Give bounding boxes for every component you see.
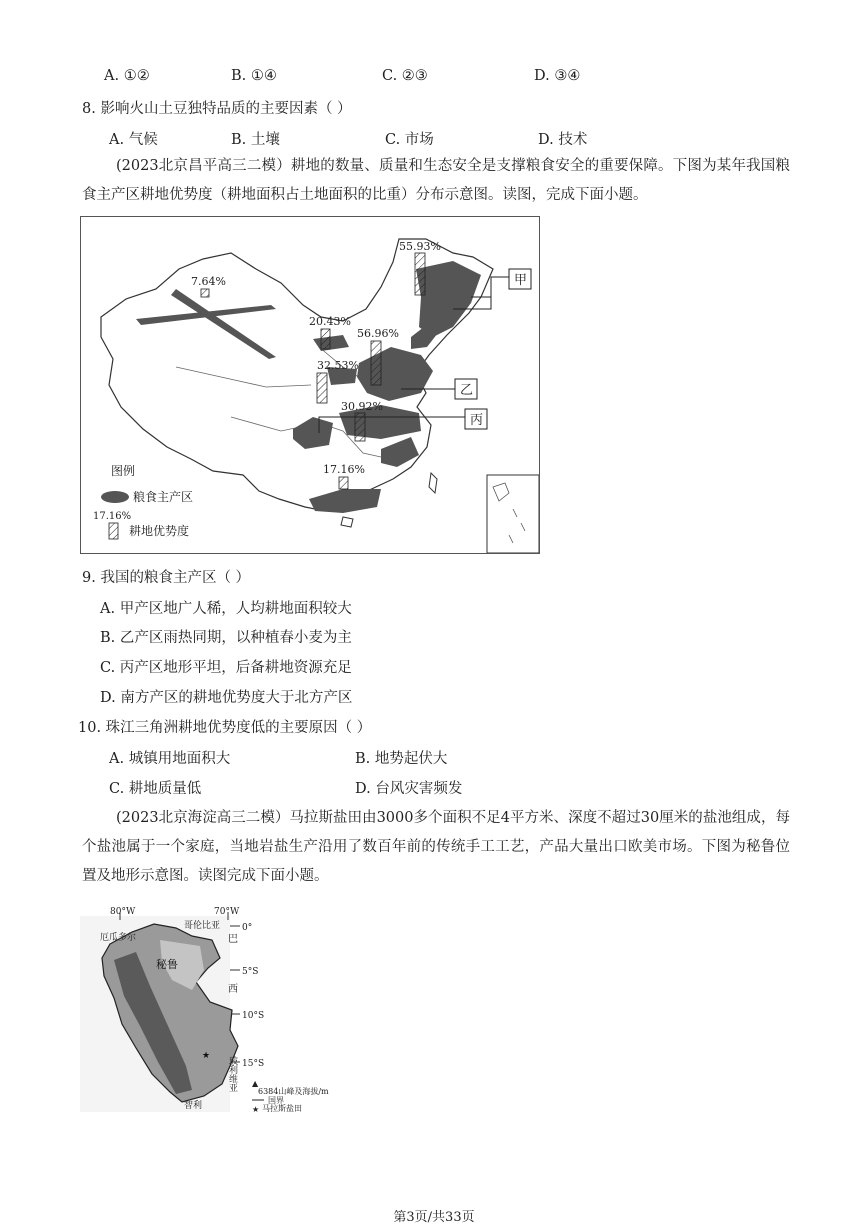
bar-20-43 bbox=[321, 329, 330, 349]
label-yi: 乙 bbox=[460, 383, 474, 398]
legend-pct-label: 17.16% bbox=[93, 511, 132, 522]
pct-label: 32.53% bbox=[317, 359, 359, 372]
q8-option-a: A. 气候 bbox=[109, 132, 158, 148]
legend-area-label: 粮食主产区 bbox=[133, 490, 194, 504]
q9-option-a: A. 甲产区地广人稀，人均耕地面积较大 bbox=[100, 601, 352, 617]
q8-option-c: C. 市场 bbox=[385, 132, 434, 148]
q10-stem: 10. 珠江三角洲耕地优势度低的主要原因（ ） bbox=[78, 720, 372, 736]
page-footer: 第3页/共33页 bbox=[393, 1210, 475, 1225]
bar-17-16 bbox=[339, 477, 348, 489]
legend-border: 国界 bbox=[268, 1096, 284, 1105]
label-bing: 丙 bbox=[470, 413, 484, 428]
bar-32-53 bbox=[317, 373, 327, 403]
q10-option-d: D. 台风灾害频发 bbox=[355, 781, 463, 797]
q7-option-d: D. ③④ bbox=[534, 68, 581, 84]
grain-area-xinjiang-2 bbox=[171, 289, 276, 359]
pct-label: 17.16% bbox=[323, 463, 365, 476]
country-chile: 智利 bbox=[184, 1101, 203, 1111]
grain-area-hetao bbox=[313, 335, 349, 351]
q9-option-c: C. 丙产区地形平坦，后备耕地资源充足 bbox=[100, 660, 352, 676]
lat-0: 0° bbox=[242, 923, 253, 933]
lat-10s: 10°S bbox=[242, 1011, 265, 1021]
bar-55-93 bbox=[415, 253, 425, 295]
q9-stem: 9. 我国的粮食主产区（ ） bbox=[82, 570, 251, 586]
country-colombia: 哥伦比亚 bbox=[184, 921, 221, 931]
grain-area-south bbox=[309, 489, 381, 513]
bar-7-64 bbox=[201, 289, 209, 297]
country-peru: 秘鲁 bbox=[156, 958, 178, 971]
pct-label: 55.93% bbox=[399, 240, 441, 253]
country-bolivia: 玻利维亚 bbox=[227, 1056, 237, 1092]
legend-salt: 马拉斯盐田 bbox=[262, 1104, 302, 1112]
legend-salt-icon: ★ bbox=[252, 1105, 260, 1112]
lon-70w: 70°W bbox=[214, 907, 240, 917]
legend-bar-swatch bbox=[109, 523, 118, 539]
legend-title: 图例 bbox=[111, 464, 136, 478]
q8-option-b: B. 土壤 bbox=[231, 132, 280, 148]
salt-field-marker: ★ bbox=[202, 1051, 211, 1061]
q9-option-b: B. 乙产区雨热同期，以种植春小麦为主 bbox=[100, 630, 352, 646]
pct-label: 30.92% bbox=[341, 400, 383, 413]
grain-area-hunan bbox=[381, 437, 419, 467]
country-ecuador: 厄瓜多尔 bbox=[100, 933, 137, 943]
country-brazil-b: 西 bbox=[228, 984, 238, 995]
q10-option-b: B. 地势起伏大 bbox=[355, 751, 448, 767]
legend-bar-label: 耕地优势度 bbox=[129, 524, 190, 538]
lon-80w: 80°W bbox=[110, 907, 136, 917]
pct-label: 20.43% bbox=[309, 315, 351, 328]
country-brazil-a: 巴 bbox=[228, 934, 238, 945]
peru-terrain-map bbox=[80, 906, 335, 1112]
intro-paragraph-1: (2023北京昌平高三二模）耕地的数量、质量和生态安全是支撑粮食安全的重要保障。下图为某年我国粮食主产区耕地优势度（耕地面积占土地面积的比重）分布示意图。读图，完成下面小题。 bbox=[82, 158, 790, 203]
label-jia: 甲 bbox=[514, 273, 528, 288]
q9-option-d: D. 南方产区的耕地优势度大于北方产区 bbox=[100, 690, 353, 706]
q10-option-c: C. 耕地质量低 bbox=[109, 781, 202, 797]
q7-option-b: B. ①④ bbox=[231, 68, 277, 84]
q7-option-a: A. ①② bbox=[104, 68, 150, 84]
legend-peak-icon: ▲ bbox=[252, 1079, 259, 1088]
pct-label: 7.64% bbox=[191, 275, 226, 288]
q8-stem: 8. 影响火山土豆独特品质的主要因素（ ） bbox=[82, 101, 352, 117]
q10-option-a: A. 城镇用地面积大 bbox=[109, 751, 231, 767]
intro-paragraph-2: (2023北京海淀高三二模）马拉斯盐田由3000多个面积不足4平方米、深度不超过30厘米的盐池组成，每个盐池属于一个家庭，当地岩盐生产沿用了数百年前的传统手工工艺，产品大量出口欧美市场。下图为秘鲁位置及地形示意图。读图完成下面小题。 bbox=[82, 810, 790, 884]
q7-option-c: C. ②③ bbox=[382, 68, 428, 84]
grain-area-sichuan bbox=[293, 417, 333, 449]
bar-56-96 bbox=[371, 341, 381, 385]
china-farmland-map bbox=[80, 216, 540, 554]
grain-area-liaohe bbox=[411, 323, 441, 349]
pct-label: 56.96% bbox=[357, 327, 399, 340]
grain-area-yi bbox=[357, 347, 433, 401]
lat-5s: 5°S bbox=[242, 967, 259, 977]
q8-option-d: D. 技术 bbox=[538, 132, 588, 148]
legend-peak: 6384山峰及海拔/m bbox=[258, 1087, 329, 1096]
legend-area-swatch bbox=[101, 491, 129, 503]
lat-15s: 15°S bbox=[242, 1059, 265, 1069]
